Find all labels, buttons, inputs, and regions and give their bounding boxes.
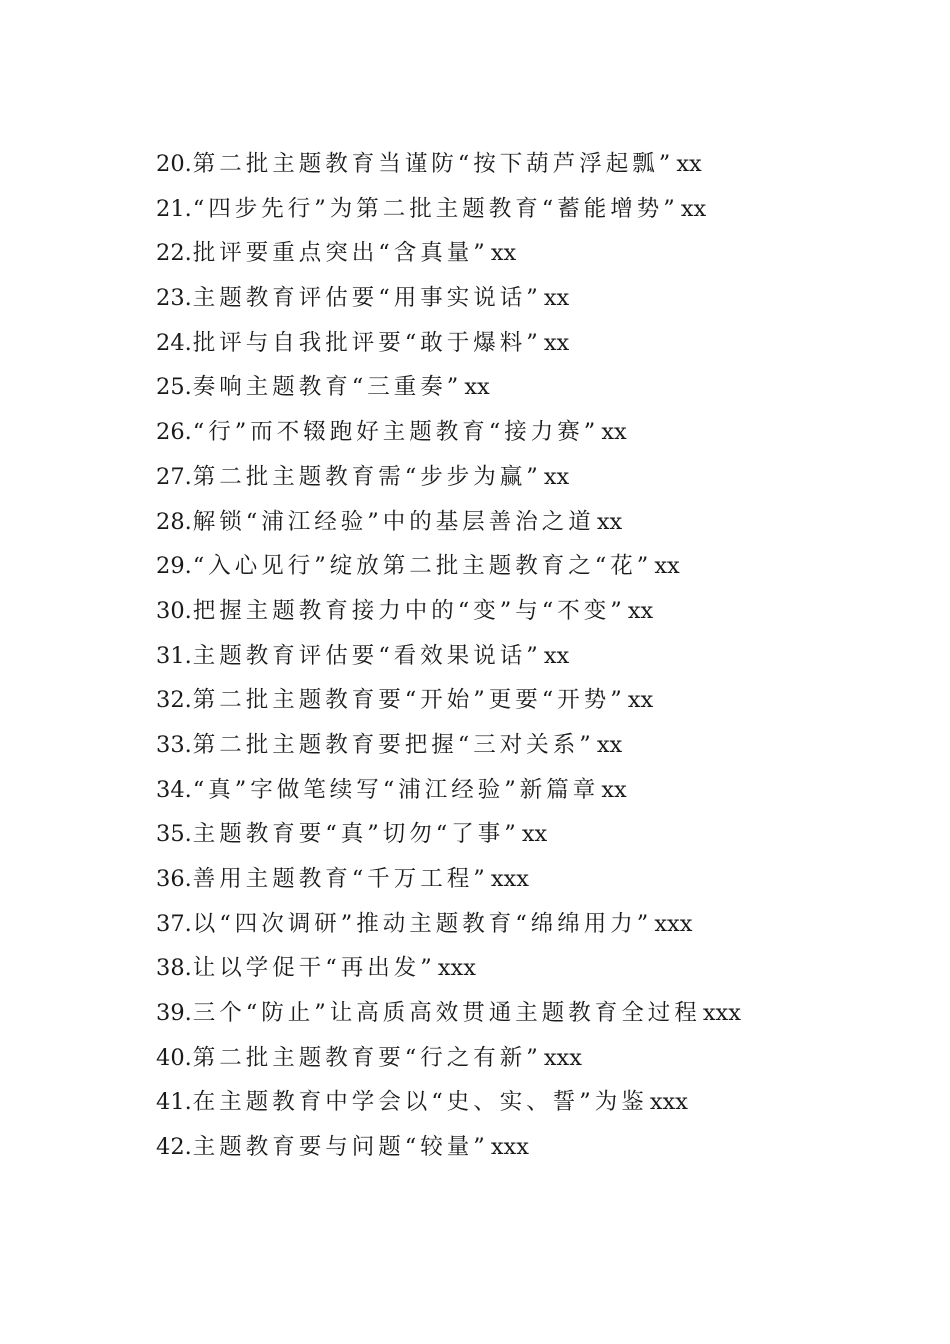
item-author: xx xyxy=(490,240,517,267)
item-number: 28. xyxy=(156,508,192,535)
list-item xyxy=(156,544,876,589)
item-title: 主题教育要与问题“较量” xyxy=(192,1134,489,1161)
item-number: 36. xyxy=(156,866,192,892)
list-item xyxy=(156,500,876,545)
item-author: xx xyxy=(543,642,570,669)
item-title: 以“四次调研”推动主题教育“绵绵用力” xyxy=(192,910,653,937)
list-item xyxy=(156,142,876,187)
item-title: 让以学促干“再出发” xyxy=(192,955,436,982)
item-title: 第二批主题教育需“步步为赢” xyxy=(192,463,542,490)
list-item xyxy=(156,589,876,634)
list-item xyxy=(156,768,876,813)
item-title: 第二批主题教育要“开始”更要“开势” xyxy=(192,687,626,714)
item-number: 34. xyxy=(156,776,192,803)
item-title: 三个“防止”让高质高效贯通主题教育全过程 xyxy=(192,1000,701,1027)
item-author: xxx xyxy=(437,955,476,982)
item-title: 主题教育评估要“用事实说话” xyxy=(192,285,542,312)
item-number: 25. xyxy=(156,374,192,401)
item-number: 31. xyxy=(156,642,192,669)
item-author: xx xyxy=(654,553,680,580)
item-number: 23. xyxy=(156,285,192,312)
list-item xyxy=(156,410,876,455)
list-item xyxy=(156,634,876,679)
item-author: xx xyxy=(543,329,570,356)
list-item xyxy=(156,455,876,500)
item-number: 32. xyxy=(156,687,192,714)
item-author: xxx xyxy=(490,866,529,892)
item-author: xxx xyxy=(654,910,693,937)
list-item xyxy=(156,991,876,1036)
list-item xyxy=(156,1080,876,1125)
item-title: “行”而不辍跑好主题教育“接力赛” xyxy=(192,419,600,446)
item-author: xxx xyxy=(702,1000,741,1027)
list-item xyxy=(156,946,876,991)
item-author: xx xyxy=(676,151,702,177)
item-number: 26. xyxy=(156,419,192,446)
item-title: 善用主题教育“千万工程” xyxy=(192,866,489,892)
item-title: “真”字做笔续写“浦江经验”新篇章 xyxy=(192,776,600,803)
item-title: 在主题教育中学会以“史、实、誓”为鉴 xyxy=(192,1089,648,1116)
item-number: 30. xyxy=(156,597,192,624)
list-item xyxy=(156,231,876,276)
item-author: xx xyxy=(596,508,623,535)
item-author: xx xyxy=(627,597,654,624)
item-title: “入心见行”绽放第二批主题教育之“花” xyxy=(192,553,653,580)
list-item xyxy=(156,678,876,723)
item-author: xx xyxy=(601,419,627,446)
item-number: 24. xyxy=(156,329,192,356)
list-item xyxy=(156,723,876,768)
item-author: xx xyxy=(680,195,707,222)
item-title: 解锁“浦江经验”中的基层善治之道 xyxy=(192,508,595,535)
item-number: 29. xyxy=(156,553,192,580)
item-author: xxx xyxy=(490,1134,529,1161)
item-author: xx xyxy=(627,687,654,714)
item-number: 38. xyxy=(156,955,192,982)
item-title: 第二批主题教育要把握“三对关系” xyxy=(192,731,595,758)
item-author: xx xyxy=(464,374,490,401)
list-item xyxy=(156,812,876,857)
item-number: 22. xyxy=(156,240,192,267)
item-title: 把握主题教育接力中的“变”与“不变” xyxy=(192,597,626,624)
item-number: 33. xyxy=(156,731,192,758)
list-item xyxy=(156,902,876,947)
item-number: 40. xyxy=(156,1044,192,1071)
item-title: 第二批主题教育当谨防“按下葫芦浮起瓢” xyxy=(192,151,675,177)
item-number: 20. xyxy=(156,151,192,177)
list-item xyxy=(156,1036,876,1081)
item-author: xx xyxy=(601,776,627,803)
list-item xyxy=(156,1125,876,1170)
item-author: xxx xyxy=(649,1089,688,1116)
item-author: xx xyxy=(521,821,548,848)
item-number: 42. xyxy=(156,1134,192,1161)
item-number: 35. xyxy=(156,821,192,848)
item-number: 37. xyxy=(156,910,192,937)
item-title: 主题教育要“真”切勿“了事” xyxy=(192,821,520,848)
item-number: 41. xyxy=(156,1089,192,1116)
list-item xyxy=(156,321,876,366)
article-title-list xyxy=(156,142,876,1170)
item-number: 39. xyxy=(156,1000,192,1027)
item-title: 第二批主题教育要“行之有新” xyxy=(192,1044,542,1071)
item-title: 批评要重点突出“含真量” xyxy=(192,240,489,267)
list-item xyxy=(156,365,876,410)
item-title: 奏响主题教育“三重奏” xyxy=(192,374,463,401)
item-title: “四步先行”为第二批主题教育“蓄能增势” xyxy=(192,195,679,222)
list-item xyxy=(156,187,876,232)
list-item xyxy=(156,857,876,902)
item-author: xxx xyxy=(543,1044,582,1071)
item-author: xx xyxy=(543,285,570,312)
item-title: 批评与自我批评要“敢于爆料” xyxy=(192,329,542,356)
item-number: 21. xyxy=(156,195,192,222)
item-author: xx xyxy=(543,463,570,490)
item-number: 27. xyxy=(156,463,192,490)
list-item xyxy=(156,276,876,321)
item-author: xx xyxy=(596,731,623,758)
item-title: 主题教育评估要“看效果说话” xyxy=(192,642,542,669)
